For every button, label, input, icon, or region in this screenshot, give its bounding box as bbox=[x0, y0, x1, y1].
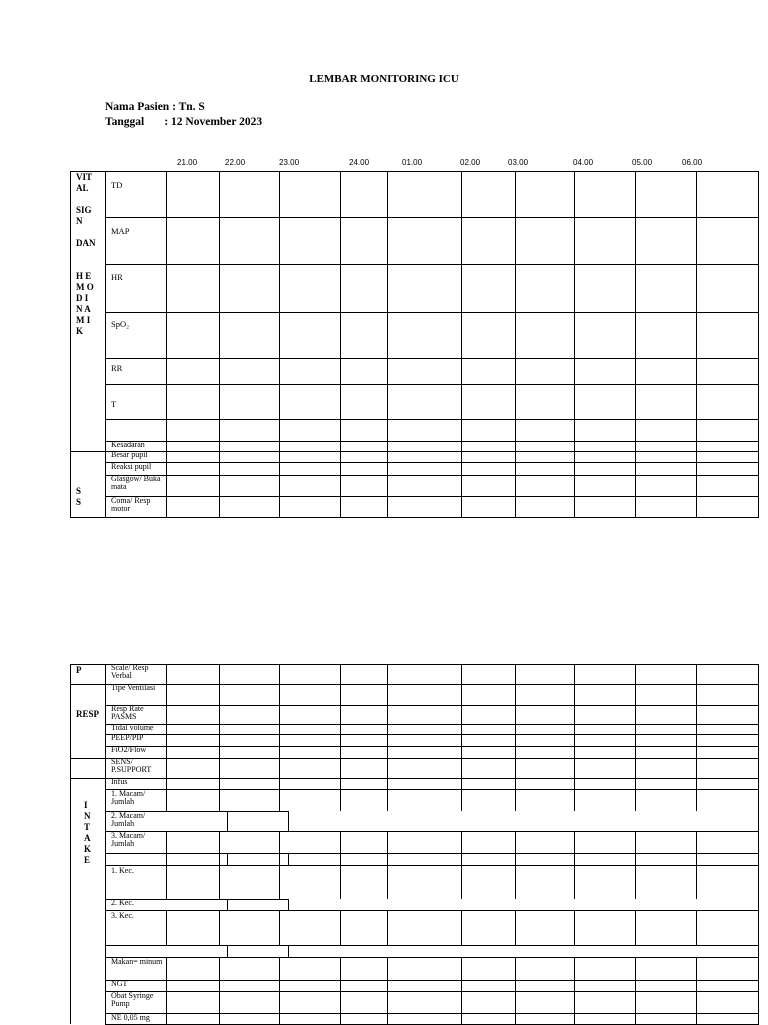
intake-row-label: 3. Kec. bbox=[111, 911, 134, 920]
grid-line-v bbox=[696, 664, 697, 811]
time-header: 21.00 bbox=[177, 158, 198, 167]
vital-row-label: RR bbox=[111, 363, 123, 373]
grid-line-v bbox=[340, 171, 341, 517]
page-title: LEMBAR MONITORING ICU bbox=[309, 73, 459, 85]
grid-line-h bbox=[70, 171, 759, 172]
intake-row-label: 1. Kec. bbox=[111, 866, 134, 875]
vital-row-label: T bbox=[111, 399, 117, 409]
resp-group-label: RESP bbox=[76, 709, 100, 719]
grid-line-v bbox=[515, 910, 516, 945]
grid-line-h bbox=[70, 684, 759, 685]
grid-line-v bbox=[288, 811, 289, 831]
grid-line-v bbox=[279, 910, 280, 945]
grid-line-h bbox=[105, 831, 759, 832]
intake-row-label: Obat Syringe Pump bbox=[111, 991, 154, 1008]
grid-line-v bbox=[696, 957, 697, 1024]
p-group-label: P bbox=[76, 665, 82, 675]
grid-line-h bbox=[105, 957, 759, 958]
grid-line-v bbox=[219, 831, 220, 899]
grid-line-v bbox=[461, 171, 462, 517]
grid-line-v bbox=[279, 957, 280, 1024]
grid-line-v bbox=[387, 171, 388, 517]
grid-line-v bbox=[105, 664, 106, 1024]
grid-line-h bbox=[105, 384, 759, 385]
grid-line-h bbox=[70, 517, 759, 518]
grid-line-h bbox=[70, 451, 759, 452]
grid-line-h bbox=[105, 419, 759, 420]
grid-line-v bbox=[574, 957, 575, 1024]
grid-line-h bbox=[70, 664, 759, 665]
patient-name: Nama Pasien : Tn. S bbox=[105, 101, 205, 113]
grid-line-v bbox=[574, 831, 575, 899]
time-header: 02.00 bbox=[460, 158, 481, 167]
grid-line-v bbox=[461, 664, 462, 811]
grid-line-v bbox=[340, 831, 341, 899]
ss-row-label: Glasgow/ Buka mata bbox=[111, 474, 161, 491]
grid-line-h bbox=[105, 358, 759, 359]
resp-row-label: Scale/ Resp Verbal bbox=[111, 663, 149, 680]
grid-line-h bbox=[105, 724, 759, 725]
grid-line-h bbox=[105, 945, 759, 946]
vital-row-label: TD bbox=[111, 180, 123, 190]
grid-line-h bbox=[105, 734, 759, 735]
grid-line-h bbox=[105, 746, 759, 747]
grid-line-h bbox=[105, 462, 759, 463]
grid-line-v bbox=[696, 831, 697, 899]
grid-line-h bbox=[105, 853, 759, 854]
grid-line-v bbox=[219, 910, 220, 945]
grid-line-v bbox=[635, 831, 636, 899]
grid-line-v bbox=[461, 910, 462, 945]
grid-line-v bbox=[279, 171, 280, 517]
vital-row-label: HR bbox=[111, 272, 123, 282]
grid-line-v bbox=[574, 910, 575, 945]
grid-line-v bbox=[515, 171, 516, 517]
grid-line-v bbox=[219, 957, 220, 1024]
grid-line-v bbox=[461, 831, 462, 899]
grid-line-h bbox=[105, 441, 759, 442]
intake-row-label: NE 0,05 mg bbox=[111, 1013, 150, 1022]
time-header: 05.00 bbox=[632, 158, 653, 167]
grid-line-h bbox=[70, 778, 759, 779]
grid-line-v bbox=[227, 853, 228, 865]
grid-line-v bbox=[340, 910, 341, 945]
intake-row-label: Infus bbox=[111, 777, 128, 786]
time-header: 24.00 bbox=[349, 158, 370, 167]
grid-line-v bbox=[387, 831, 388, 899]
time-header: 23.00 bbox=[279, 158, 300, 167]
grid-line-v bbox=[387, 910, 388, 945]
resp-row-label: Tidal volume bbox=[111, 723, 154, 732]
intake-row-label: NGT bbox=[111, 979, 128, 988]
grid-line-v bbox=[166, 171, 167, 517]
time-header: 06.00 bbox=[682, 158, 703, 167]
grid-line-h bbox=[105, 1013, 759, 1014]
grid-line-v bbox=[635, 957, 636, 1024]
grid-line-h bbox=[105, 705, 759, 706]
grid-line-h bbox=[105, 312, 759, 313]
grid-line-v bbox=[758, 664, 759, 1024]
grid-line-v bbox=[758, 171, 759, 517]
grid-line-v bbox=[340, 957, 341, 1024]
resp-row-label: Resp Rate PASMS bbox=[111, 704, 144, 721]
intake-row-label: Makan= minum bbox=[111, 957, 163, 966]
grid-line-h bbox=[105, 980, 759, 981]
grid-line-h bbox=[105, 865, 759, 866]
grid-line-v bbox=[227, 899, 228, 910]
vital-row-label: SpO₂ bbox=[111, 319, 130, 329]
grid-line-h bbox=[105, 910, 759, 911]
grid-line-v bbox=[696, 910, 697, 945]
grid-line-v bbox=[219, 664, 220, 811]
grid-line-v bbox=[70, 664, 71, 1024]
time-header: 04.00 bbox=[573, 158, 594, 167]
grid-line-v bbox=[515, 957, 516, 1024]
grid-line-v bbox=[387, 957, 388, 1024]
grid-line-v bbox=[635, 910, 636, 945]
grid-line-v bbox=[574, 171, 575, 517]
grid-line-v bbox=[279, 831, 280, 899]
grid-line-v bbox=[288, 945, 289, 957]
grid-line-v bbox=[696, 171, 697, 517]
grid-line-h bbox=[105, 264, 759, 265]
grid-line-h bbox=[105, 789, 759, 790]
grid-line-v bbox=[635, 664, 636, 811]
ss-row-label: Reaksi pupil bbox=[111, 462, 152, 471]
grid-line-h bbox=[105, 475, 759, 476]
grid-line-v bbox=[70, 171, 71, 517]
time-header: 03.00 bbox=[508, 158, 529, 167]
grid-line-v bbox=[227, 811, 228, 831]
resp-row-label: FiO2/Flow bbox=[111, 745, 147, 754]
intake-row-label: 3. Macam/ Jumlah bbox=[111, 831, 146, 848]
ss-group-label: S S bbox=[76, 486, 82, 507]
grid-line-h bbox=[105, 496, 759, 497]
time-header: 01.00 bbox=[402, 158, 423, 167]
ss-row-label: Besar pupil bbox=[111, 450, 148, 459]
grid-line-v bbox=[515, 831, 516, 899]
patient-date: Tanggal : 12 November 2023 bbox=[105, 116, 263, 128]
grid-line-v bbox=[227, 945, 228, 957]
grid-line-v bbox=[387, 664, 388, 811]
intake-row-label: 1. Macam/ Jumlah bbox=[111, 789, 146, 806]
grid-line-h bbox=[105, 217, 759, 218]
grid-line-v bbox=[105, 171, 106, 517]
ss-row-label: Kesadaran bbox=[111, 440, 145, 449]
grid-line-v bbox=[288, 853, 289, 865]
grid-line-h bbox=[105, 991, 759, 992]
vital-row-label: MAP bbox=[111, 226, 130, 236]
time-header: 22.00 bbox=[225, 158, 246, 167]
grid-line-v bbox=[515, 664, 516, 811]
intake-row-label: 2. Macam/ Jumlah bbox=[111, 811, 146, 828]
grid-line-v bbox=[219, 171, 220, 517]
intake-row-label: 2. Kec. bbox=[111, 898, 134, 907]
resp-row-label: SENS/ P.SUPPORT bbox=[111, 757, 152, 774]
intake-group-label: I N T A K E bbox=[84, 800, 92, 865]
grid-line-v bbox=[635, 171, 636, 517]
grid-line-v bbox=[279, 664, 280, 811]
grid-line-v bbox=[574, 664, 575, 811]
resp-row-label: PEEP/PIP bbox=[111, 733, 144, 742]
resp-row-label: Tipe Ventilasi bbox=[111, 683, 156, 692]
grid-line-v bbox=[340, 664, 341, 811]
grid-line-v bbox=[288, 899, 289, 910]
ss-row-label: Coma/ Resp motor bbox=[111, 496, 151, 513]
grid-line-h bbox=[70, 758, 759, 759]
grid-line-v bbox=[461, 957, 462, 1024]
vital-group-label: VIT AL SIG N DAN H E M O D I N A M I K bbox=[76, 172, 96, 336]
